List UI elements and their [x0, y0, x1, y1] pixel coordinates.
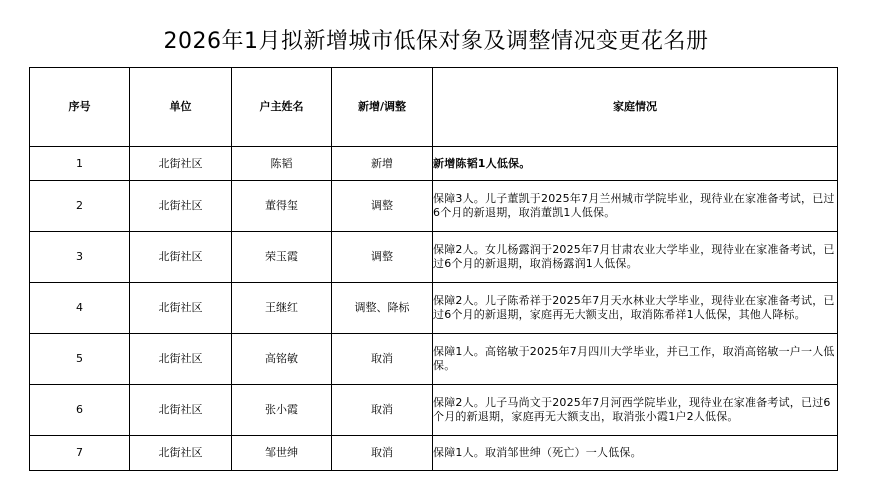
cell-unit: 北街社区 [130, 181, 232, 232]
table-row [30, 232, 838, 283]
cell-family: 保障2人。儿子马尚文于2025年7月河西学院毕业，现待业在家准备考试，已过6个月的新退期，家庭再无大额支出，取消张小霞1户2人低保。 [433, 385, 838, 436]
cell-family: 保障2人。儿子陈希祥于2025年7月天水林业大学毕业，现待业在家准备考试，已过6个月的新退期，家庭再无大额支出，取消陈希祥1人低保，其他人降标。 [433, 283, 838, 334]
cell-change-type: 调整 [332, 181, 433, 232]
table-row [30, 147, 838, 181]
cell-unit: 北街社区 [130, 232, 232, 283]
cell-change-type: 新增 [332, 147, 433, 181]
cell-householder: 邹世绅 [232, 436, 332, 471]
table-row [30, 334, 838, 385]
header-family: 家庭情况 [433, 68, 838, 147]
cell-family: 保障2人。女儿杨露润于2025年7月甘肃农业大学毕业，现待业在家准备考试，已过6个月的新退期，取消杨露润1人低保。 [433, 232, 838, 283]
cell-seq: 4 [30, 283, 130, 334]
table-row [30, 283, 838, 334]
table-row [30, 181, 838, 232]
cell-seq: 6 [30, 385, 130, 436]
table-body [30, 147, 838, 471]
cell-unit: 北街社区 [130, 147, 232, 181]
cell-change-type: 调整、降标 [332, 283, 433, 334]
header-householder: 户主姓名 [232, 68, 332, 147]
table-row [30, 385, 838, 436]
cell-family: 新增陈韬1人低保。 [433, 147, 838, 181]
cell-change-type: 取消 [332, 436, 433, 471]
table-row [30, 436, 838, 471]
cell-family: 保障1人。高铭敏于2025年7月四川大学毕业，并已工作，取消高铭敏一户一人低保。 [433, 334, 838, 385]
cell-family: 保障1人。取消邹世绅（死亡）一人低保。 [433, 436, 838, 471]
cell-unit: 北街社区 [130, 283, 232, 334]
cell-unit: 北街社区 [130, 385, 232, 436]
cell-change-type: 取消 [332, 385, 433, 436]
cell-seq: 3 [30, 232, 130, 283]
cell-seq: 2 [30, 181, 130, 232]
cell-family: 保障3人。儿子董凯于2025年7月兰州城市学院毕业，现待业在家准备考试，已过6个月的新退期，取消董凯1人低保。 [433, 181, 838, 232]
cell-householder: 高铭敏 [232, 334, 332, 385]
cell-change-type: 调整 [332, 232, 433, 283]
cell-seq: 1 [30, 147, 130, 181]
cell-unit: 北街社区 [130, 436, 232, 471]
table-header-row [30, 68, 838, 147]
roster-table [29, 67, 838, 471]
cell-change-type: 取消 [332, 334, 433, 385]
header-change-type: 新增/调整 [332, 68, 433, 147]
page-title: 2026年1月拟新增城市低保对象及调整情况变更花名册 [163, 29, 709, 54]
cell-unit: 北街社区 [130, 334, 232, 385]
header-unit: 单位 [130, 68, 232, 147]
cell-householder: 张小霞 [232, 385, 332, 436]
cell-householder: 陈韬 [232, 147, 332, 181]
cell-seq: 7 [30, 436, 130, 471]
cell-seq: 5 [30, 334, 130, 385]
cell-householder: 王继红 [232, 283, 332, 334]
cell-householder: 董得玺 [232, 181, 332, 232]
header-seq: 序号 [30, 68, 130, 147]
cell-householder: 荣玉霞 [232, 232, 332, 283]
